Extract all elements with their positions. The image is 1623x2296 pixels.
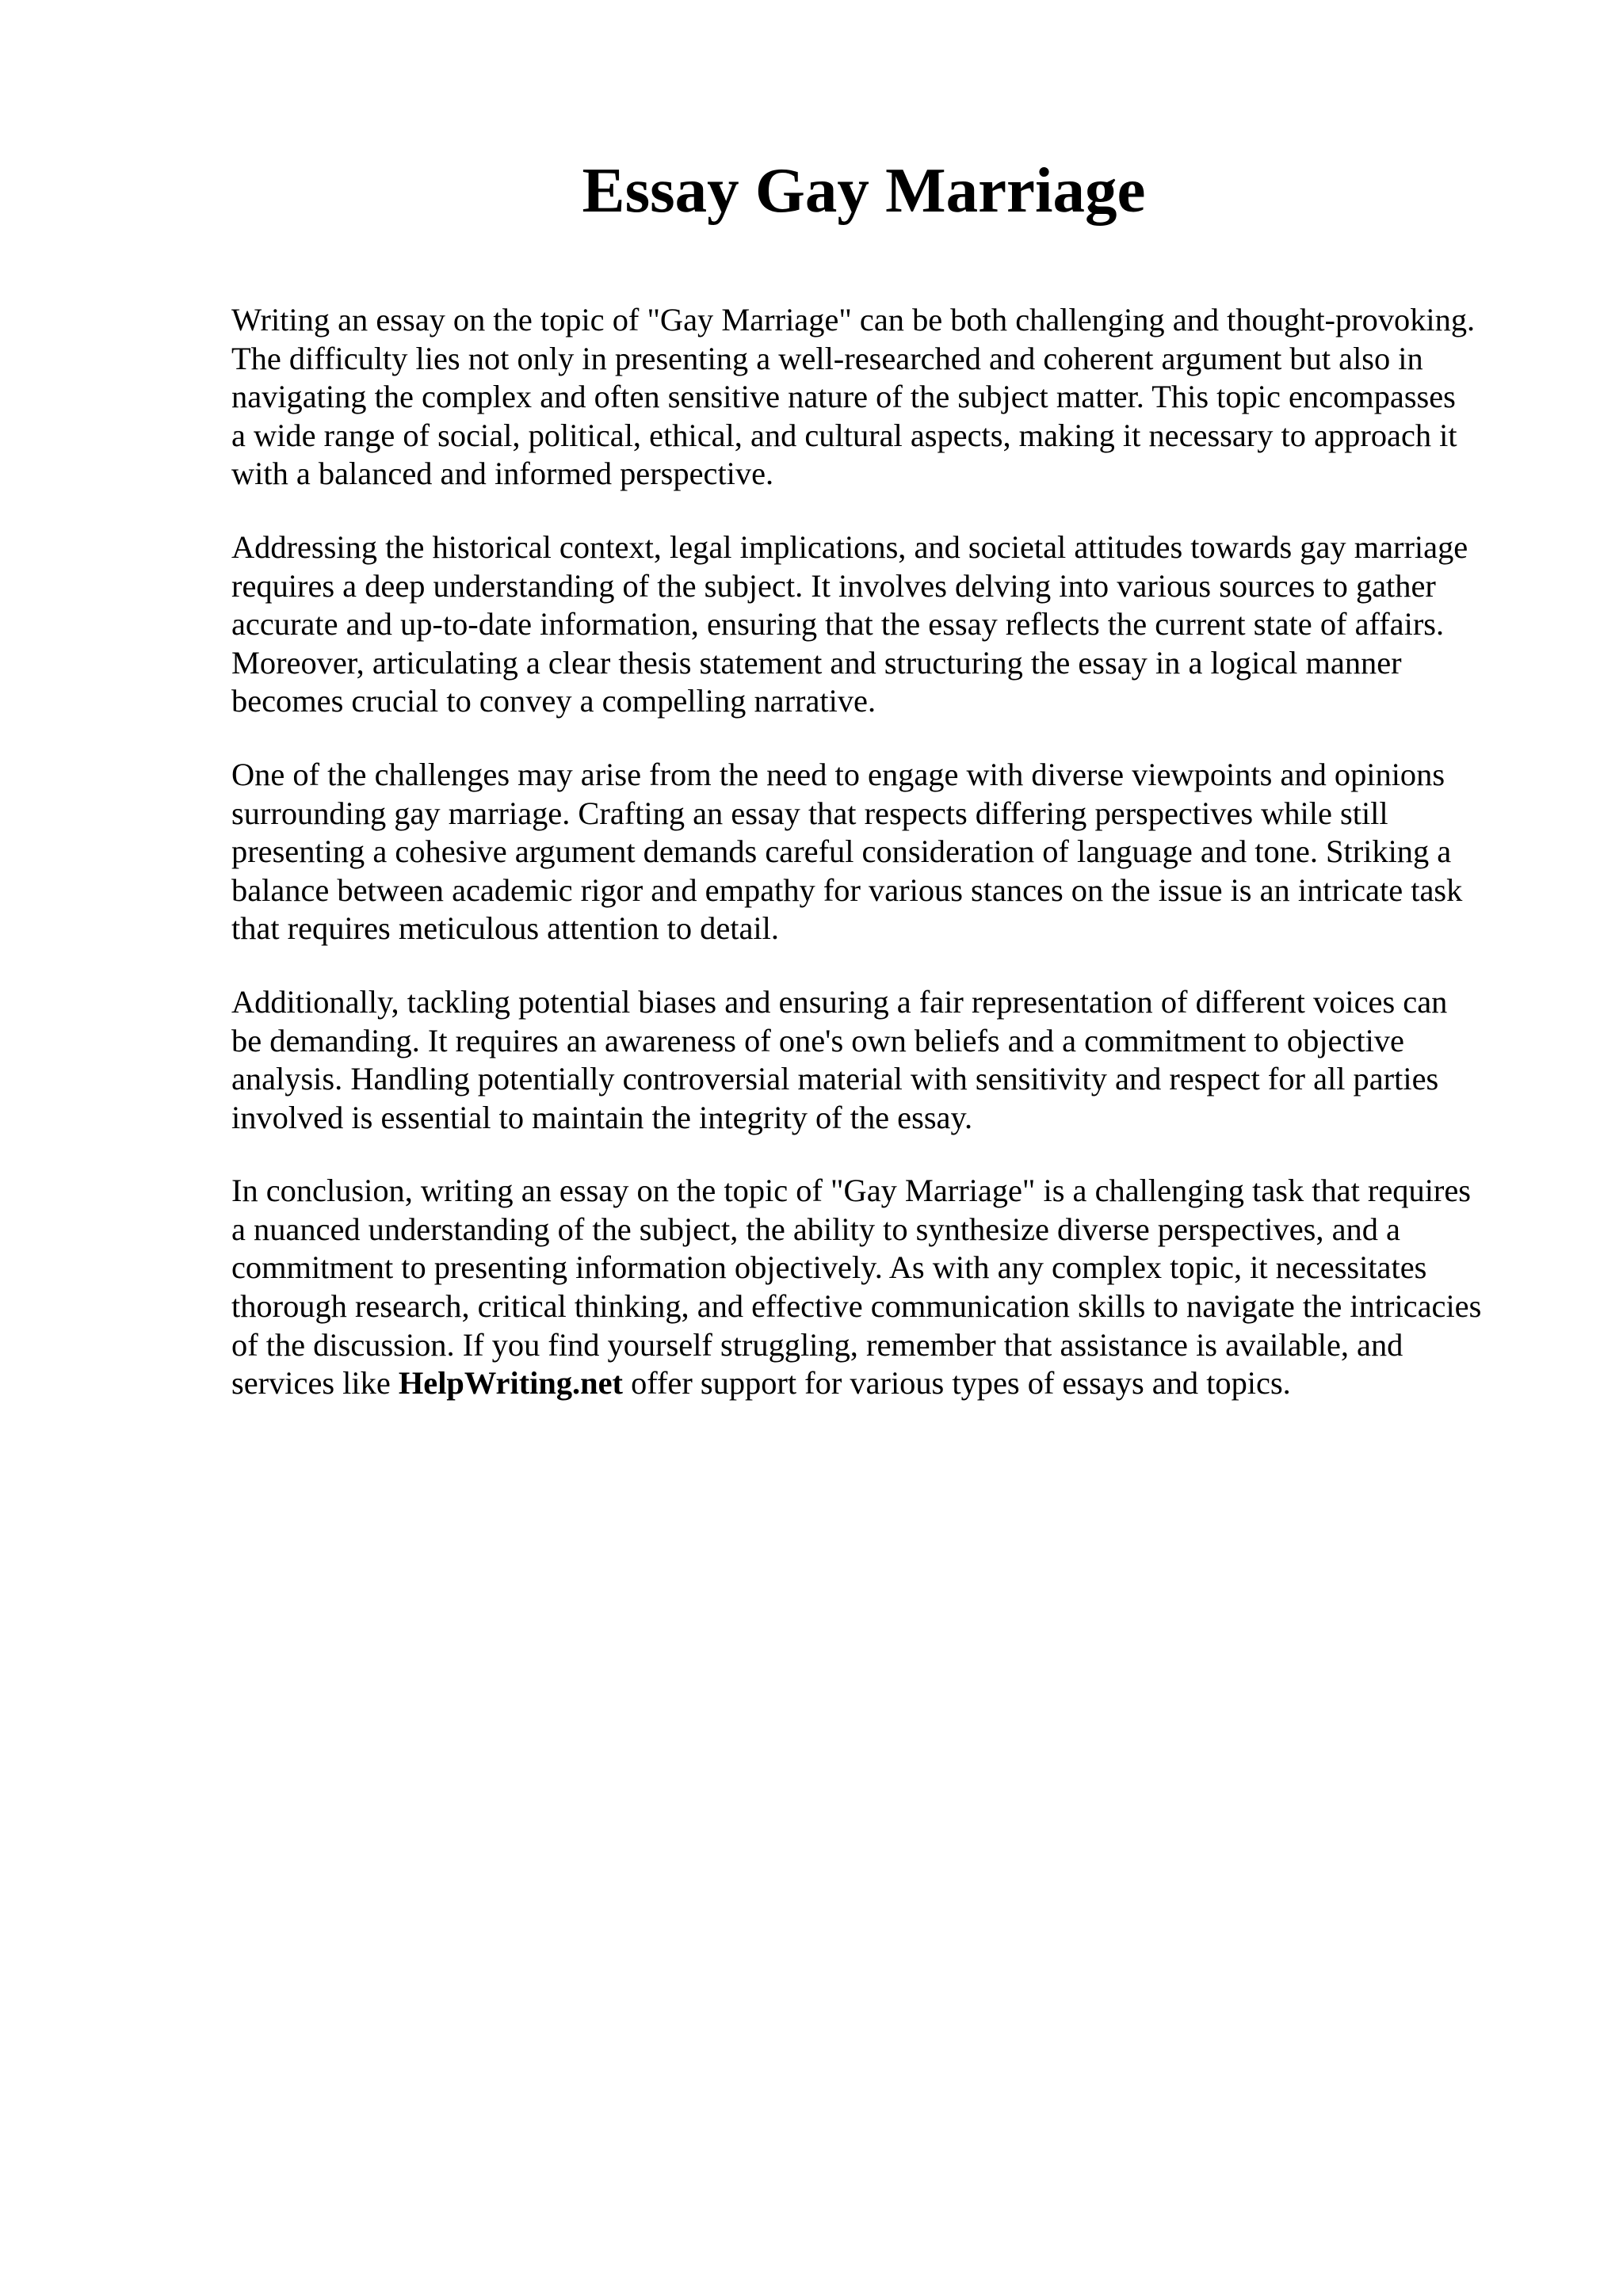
text-line: analysis. Handling potentially controversial material with sensitivity and respect for all parties (231, 1061, 1439, 1097)
text-line: a wide range of social, political, ethical, and cultural aspects, making it necessary to approach it (231, 417, 1457, 453)
text-line: commitment to presenting information objectively. As with any complex topic, it necessitates (231, 1249, 1427, 1286)
text-line: becomes crucial to convey a compelling narrative. (231, 683, 876, 719)
text-line: accurate and up-to-date information, ensuring that the essay reflects the current state of affairs. (231, 606, 1445, 643)
text-line: be demanding. It requires an awareness of one's own beliefs and a commitment to objective (231, 1022, 1404, 1058)
paragraph-2 (231, 528, 1531, 721)
text-line: The difficulty lies not only in presenting a well-researched and coherent argument but also in (231, 340, 1423, 376)
text-line: presenting a cohesive argument demands careful consideration of language and tone. Striking a (231, 833, 1452, 870)
page-title: Essay Gay Marriage (582, 154, 1146, 226)
text-fragment: services like (231, 1365, 399, 1402)
text-line: thorough research, critical thinking, and effective communication skills to navigate the intricacies (231, 1288, 1482, 1325)
paragraph-1 (231, 301, 1531, 494)
text-line: Addressing the historical context, legal implications, and societal attitudes towards gay marriage (231, 528, 1468, 565)
text-line: that requires meticulous attention to detail. (231, 910, 779, 947)
text-line: One of the challenges may arise from the need to engage with diverse viewpoints and opinions (231, 756, 1445, 792)
text-line: requires a deep understanding of the subject. It involves delving into various sources to gather (231, 567, 1436, 604)
essay-body (231, 301, 1531, 1438)
text-fragment: offer support for various types of essays and topics. (622, 1365, 1291, 1402)
text-line: of the discussion. If you find yourself struggling, remember that assistance is available, and (231, 1326, 1403, 1363)
text-line: Additionally, tackling potential biases and ensuring a fair representation of different voices can (231, 983, 1448, 1020)
paragraph-4 (231, 983, 1531, 1137)
text-line: In conclusion, writing an essay on the topic of "Gay Marriage" is a challenging task that requires (231, 1173, 1472, 1209)
text-line: Moreover, articulating a clear thesis statement and structuring the essay in a logical manner (231, 644, 1402, 681)
text-line: Writing an essay on the topic of "Gay Marriage" can be both challenging and thought-provoking. (231, 302, 1476, 338)
text-line: a nuanced understanding of the subject, the ability to synthesize diverse perspectives, and a (231, 1211, 1400, 1247)
paragraph-5 (231, 1172, 1531, 1403)
text-line: navigating the complex and often sensitive nature of the subject matter. This topic encompasses (231, 379, 1456, 415)
paragraph-3 (231, 756, 1531, 948)
brand-name: HelpWriting.net (398, 1365, 623, 1402)
text-line: with a balanced and informed perspective. (231, 456, 774, 492)
text-line: involved is essential to maintain the integrity of the essay. (231, 1099, 973, 1135)
text-line: surrounding gay marriage. Crafting an essay that respects differing perspectives while still (231, 795, 1388, 831)
text-line-with-brand (231, 1364, 1531, 1403)
text-line: balance between academic rigor and empathy for various stances on the issue is an intricate task (231, 871, 1463, 908)
